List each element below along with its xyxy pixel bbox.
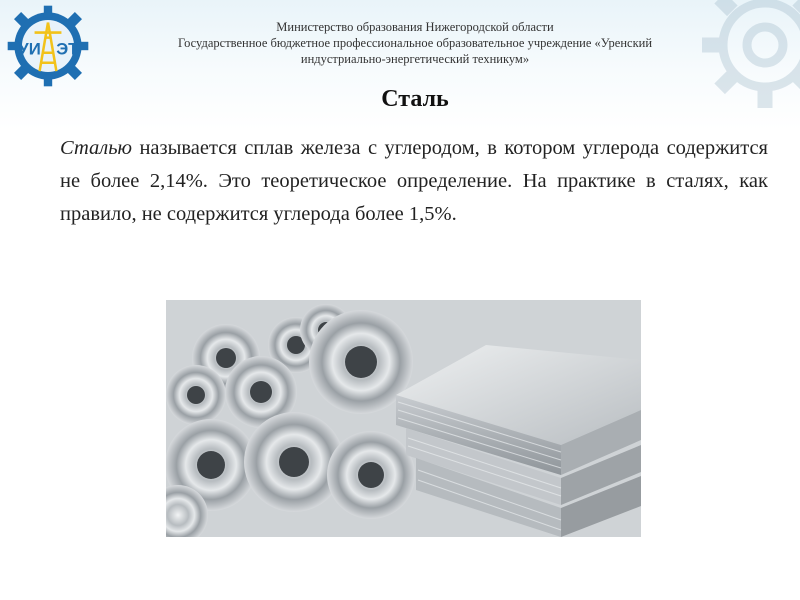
definition-paragraph — [60, 132, 768, 231]
steel-coils-sheets-illustration — [166, 300, 641, 537]
header-line-institution-name: индустриально-энергетический техникум» — [300, 52, 530, 66]
definition-term: Сталью — [60, 137, 132, 159]
slide-title: Сталь — [381, 86, 449, 112]
institution-header — [100, 19, 730, 67]
header-line-institution: Государственное бюджетное профессиональное образовательное учреждение «Уренский — [177, 36, 653, 50]
definition-text: называется сплав железа с углеродом, в котором углерода содержится не более 2,14%. Это теоретическое определение. На практике в сталях, как правило, не содержится углерода более 1,5%. — [60, 137, 768, 225]
logo-text-left: УИ — [18, 39, 41, 59]
header-line-ministry: Министерство образования Нижегородской области — [276, 20, 554, 34]
logo-text-right: ЭТ — [56, 39, 79, 59]
college-logo-icon — [6, 4, 90, 88]
steel-photo — [166, 300, 641, 537]
